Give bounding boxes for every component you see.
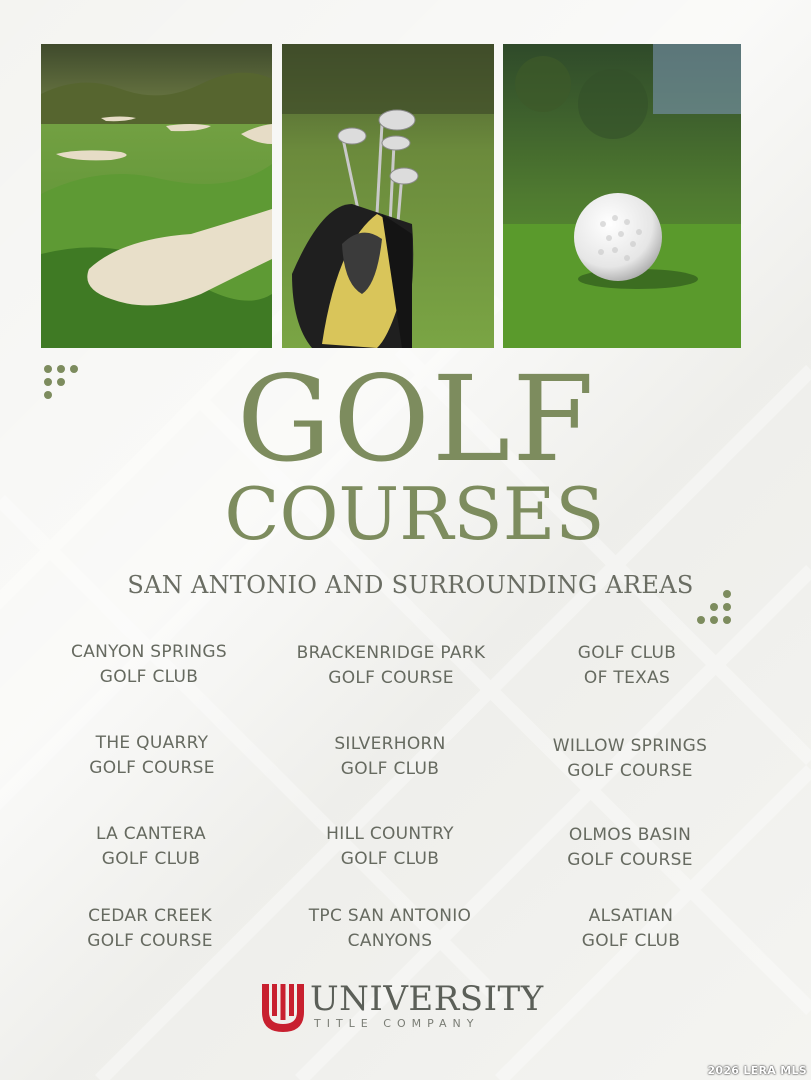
course-name: TPC SAN ANTONIO — [308, 906, 472, 926]
course-type: GOLF CLUB — [340, 849, 440, 869]
course-type: GOLF COURSE — [87, 931, 213, 951]
golf-bag-photo — [282, 44, 494, 348]
course-name: THE QUARRY — [95, 733, 209, 753]
course-type: GOLF CLUB — [340, 759, 440, 779]
course-name: BRACKENRIDGE PARK — [296, 643, 486, 663]
course-item — [275, 732, 505, 782]
course-name: WILLOW SPRINGS — [552, 736, 708, 756]
course-item — [275, 904, 505, 954]
course-type: OF TEXAS — [583, 668, 671, 688]
course-item — [515, 823, 745, 873]
course-type: GOLF CLUB — [581, 931, 681, 951]
region-subtitle: SAN ANTONIO AND SURROUNDING AREAS — [127, 571, 694, 599]
course-type: GOLF COURSE — [89, 758, 215, 778]
course-item — [275, 822, 505, 872]
course-name: ALSATIAN — [588, 906, 674, 926]
course-item — [512, 641, 742, 691]
logo-tagline: TITLE COMPANY — [314, 1017, 480, 1030]
course-name: HILL COUNTRY — [326, 824, 454, 844]
course-name: LA CANTERA — [96, 824, 206, 844]
course-item — [35, 904, 265, 954]
course-name: OLMOS BASIN — [568, 825, 692, 845]
course-type: GOLF CLUB — [101, 849, 201, 869]
course-item — [34, 640, 264, 690]
course-item — [516, 904, 746, 954]
course-item — [37, 731, 267, 781]
golf-course-photo — [41, 44, 272, 348]
university-u-icon — [262, 982, 304, 1032]
logo-wordmark: UNIVERSITY — [310, 979, 544, 1019]
golf-ball-photo — [503, 44, 741, 348]
course-type: GOLF COURSE — [328, 668, 454, 688]
course-name: CANYON SPRINGS — [71, 642, 227, 662]
course-type: CANYONS — [347, 931, 433, 951]
course-item — [515, 734, 745, 784]
course-name: SILVERHORN — [334, 734, 446, 754]
course-type: GOLF COURSE — [567, 850, 693, 870]
title-courses: COURSES — [224, 472, 605, 556]
mls-watermark: 2026 LERA MLS — [707, 1064, 807, 1077]
title-golf: GOLF — [236, 350, 597, 488]
university-title-logo — [262, 979, 544, 1036]
course-item — [36, 822, 266, 872]
course-type: GOLF CLUB — [99, 667, 199, 687]
course-name: CEDAR CREEK — [88, 906, 212, 926]
course-name: GOLF CLUB — [577, 643, 677, 663]
course-type: GOLF COURSE — [567, 761, 693, 781]
course-item — [276, 641, 506, 691]
